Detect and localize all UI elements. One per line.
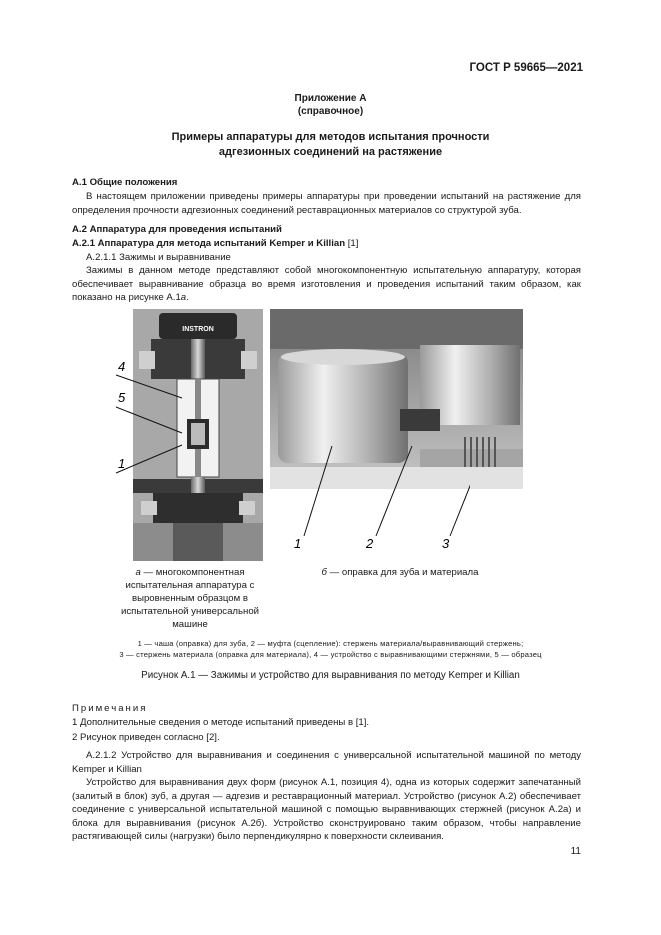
callout-1-left: 1 [118,456,126,471]
a211-text-body: Зажимы в данном методе представляют собой многокомпонентную испытательную аппаратуру, которая обеспечивает выравнивание образца во время изготовления и проведения испытаний таким образом, как показано на рисунке А.1 [72,265,581,304]
caption-a-marker: а [135,567,141,578]
a212-body-text: Устройство для выравнивания двух форм (рисунок А.1, позиция 4), одна из которых содержит запечатанный (залитый в блок) зуб, а другая — адгезив и реставрационный материал. Устройство (рисунок А.2) обеспечивает соединение с универсальной испытательной машиной с помощью выравнивающих стержней (рисунок А.2а) и блока для выравнивания (рисунок А.2б). Устройство сконструировано таким образом, чтобы направление растягивающей силы (нагрузки) было перпендикулярно к поверхности склеивания. [72,777,581,843]
caption-b [300,566,500,579]
a21-heading-text: А.2.1 Аппаратура для метода испытаний Kemper и Killian [72,238,346,249]
caption-b-marker: б [321,567,327,578]
note-1: 1 Дополнительные сведения о методе испытаний приведены в [1]. [72,717,370,728]
notes-heading: Примечания [72,703,148,714]
standard-number: ГОСТ Р 59665—2021 [469,62,583,74]
a211-text: Зажимы в данном методе представляют собой многокомпонентную испытательную аппаратуру, которая обеспечивает выравнивание образца во время изготовления и проведения испытаний таким образом, как показано на рисунке А.1а. [72,265,581,304]
caption-b-text: — оправка для зуба и материала [326,567,479,578]
left-callouts [110,355,190,475]
callout-4: 4 [118,359,126,374]
callout-2: 2 [366,536,374,550]
a21-reference: [1] [345,238,359,249]
caption-a-text: — многокомпонентная испытательная аппаратура с выровненным образцом в испытательной универсальной машине [120,567,260,630]
caption-a [110,566,270,631]
callout-1-right: 1 [294,536,302,550]
figure-legend-line-1: 1 — чаша (оправка) для зуба, 2 — муфта (сцепление): стержень материала/выравнивающий стержень; [137,639,524,648]
a21-heading [72,237,581,251]
a211-heading: А.2.1.1 Зажимы и выравнивание [86,252,231,263]
a1-text: В настоящем приложении приведены примеры аппаратуры при проведении испытаний на растяжение для определения прочности адгезионных соединений реставрационных материалов со структурой зуба. [72,191,581,216]
a2-heading: А.2 Аппаратура для проведения испытаний [72,224,282,235]
page-number: 11 [570,846,581,857]
appendix-label: Приложение А [294,93,367,104]
a211-text-marker: а [180,292,187,304]
appendix-type: (справочное) [297,106,364,117]
appendix-header [0,92,661,118]
callout-5: 5 [118,390,126,405]
figure-title: Рисунок А.1 — Зажимы и устройство для выравнивания по методу Kemper и Killian [141,670,520,681]
right-callouts [290,440,470,550]
a1-heading: А.1 Общие положения [72,177,178,188]
instron-label: INSTRON [182,326,214,333]
title-line-1: Примеры аппаратуры для методов испытания прочности [171,131,490,143]
a212-heading-text: А.2.1.2 Устройство для выравнивания и соединения с универсальной испытательной машиной по методу Kemper и Killian [72,750,581,775]
callout-3: 3 [442,536,450,550]
figure-legend-line-2: 3 — стержень материала (оправка для материала), 4 — устройство с выравнивающими стержнями, 5 — образец [119,650,542,659]
appendix-title [0,130,661,160]
title-line-2: адгезионных соединений на растяжение [218,146,443,158]
note-2: 2 Рисунок приведен согласно [2]. [72,732,220,743]
